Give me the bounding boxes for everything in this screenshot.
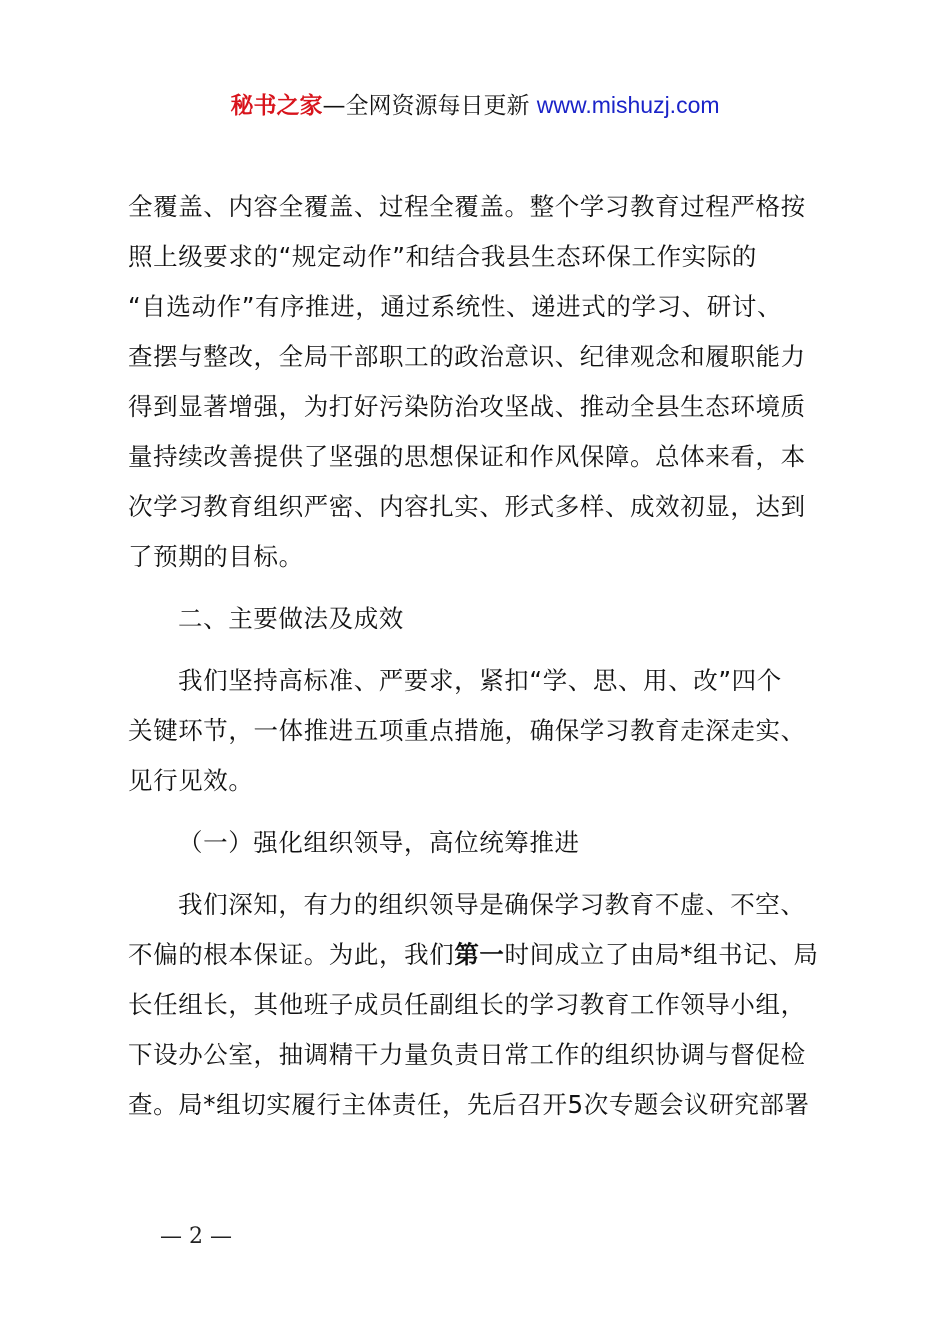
heading-main-practices: 二、主要做法及成效 [178, 604, 404, 633]
text-line: 长任组长，其他班子成员任副组长的学习教育工作领导小组， [128, 990, 806, 1019]
subsection-heading [128, 818, 834, 868]
paragraph-leadership [128, 880, 834, 1130]
paragraph-intro [128, 656, 834, 806]
site-brand: 秘书之家 [230, 93, 323, 119]
text-line: 我们深知，有力的组织领导是确保学习教育不虚、不空、 [178, 890, 806, 919]
site-tagline: —全网资源每日更新 [322, 93, 530, 119]
page-number: — 2 — [160, 1224, 232, 1249]
text-line: 了预期的目标。 [128, 542, 304, 571]
site-url-link[interactable]: www.mishuzj.com [536, 92, 720, 118]
text-segment: 时间成立了由局*组书记、局 [504, 940, 819, 969]
text-line: 得到显著增强，为打好污染防治攻坚战、推动全县生态环境质 [128, 392, 806, 421]
text-line: 量持续改善提供了坚强的思想保证和作风保障。总体来看，本 [128, 442, 806, 471]
text-line: 下设办公室，抽调精干力量负责日常工作的组织协调与督促检 [128, 1040, 806, 1069]
text-segment: 不偏的根本保证。为此，我们 [128, 940, 455, 969]
document-body [128, 182, 834, 1130]
text-line: 查。局*组切实履行主体责任，先后召开5次专题会议研究部署 [128, 1090, 810, 1119]
paragraph-continuation [128, 182, 834, 582]
text-line: 全覆盖、内容全覆盖、过程全覆盖。整个学习教育过程严格按 [128, 192, 806, 221]
text-line: 次学习教育组织严密、内容扎实、形式多样、成效初显，达到 [128, 492, 806, 521]
text-line-with-emphasis [128, 930, 834, 980]
text-line: 查摆与整改，全局干部职工的政治意识、纪律观念和履职能力 [128, 342, 806, 371]
site-banner [0, 88, 950, 123]
text-line: 照上级要求的“规定动作”和结合我县生态环保工作实际的 [128, 242, 757, 271]
emphasis-text: 第一 [454, 940, 505, 969]
text-line: “自选动作”有序推进，通过系统性、递进式的学习、研讨、 [128, 292, 783, 321]
text-line: 关键环节，一体推进五项重点措施，确保学习教育走深走实、 [128, 716, 806, 745]
section-heading [128, 594, 834, 644]
text-line: 我们坚持高标准、严要求，紧扣“学、思、用、改”四个 [178, 666, 782, 695]
heading-organization-leadership: （一）强化组织领导，高位统筹推进 [178, 828, 580, 857]
text-line: 见行见效。 [128, 766, 254, 795]
